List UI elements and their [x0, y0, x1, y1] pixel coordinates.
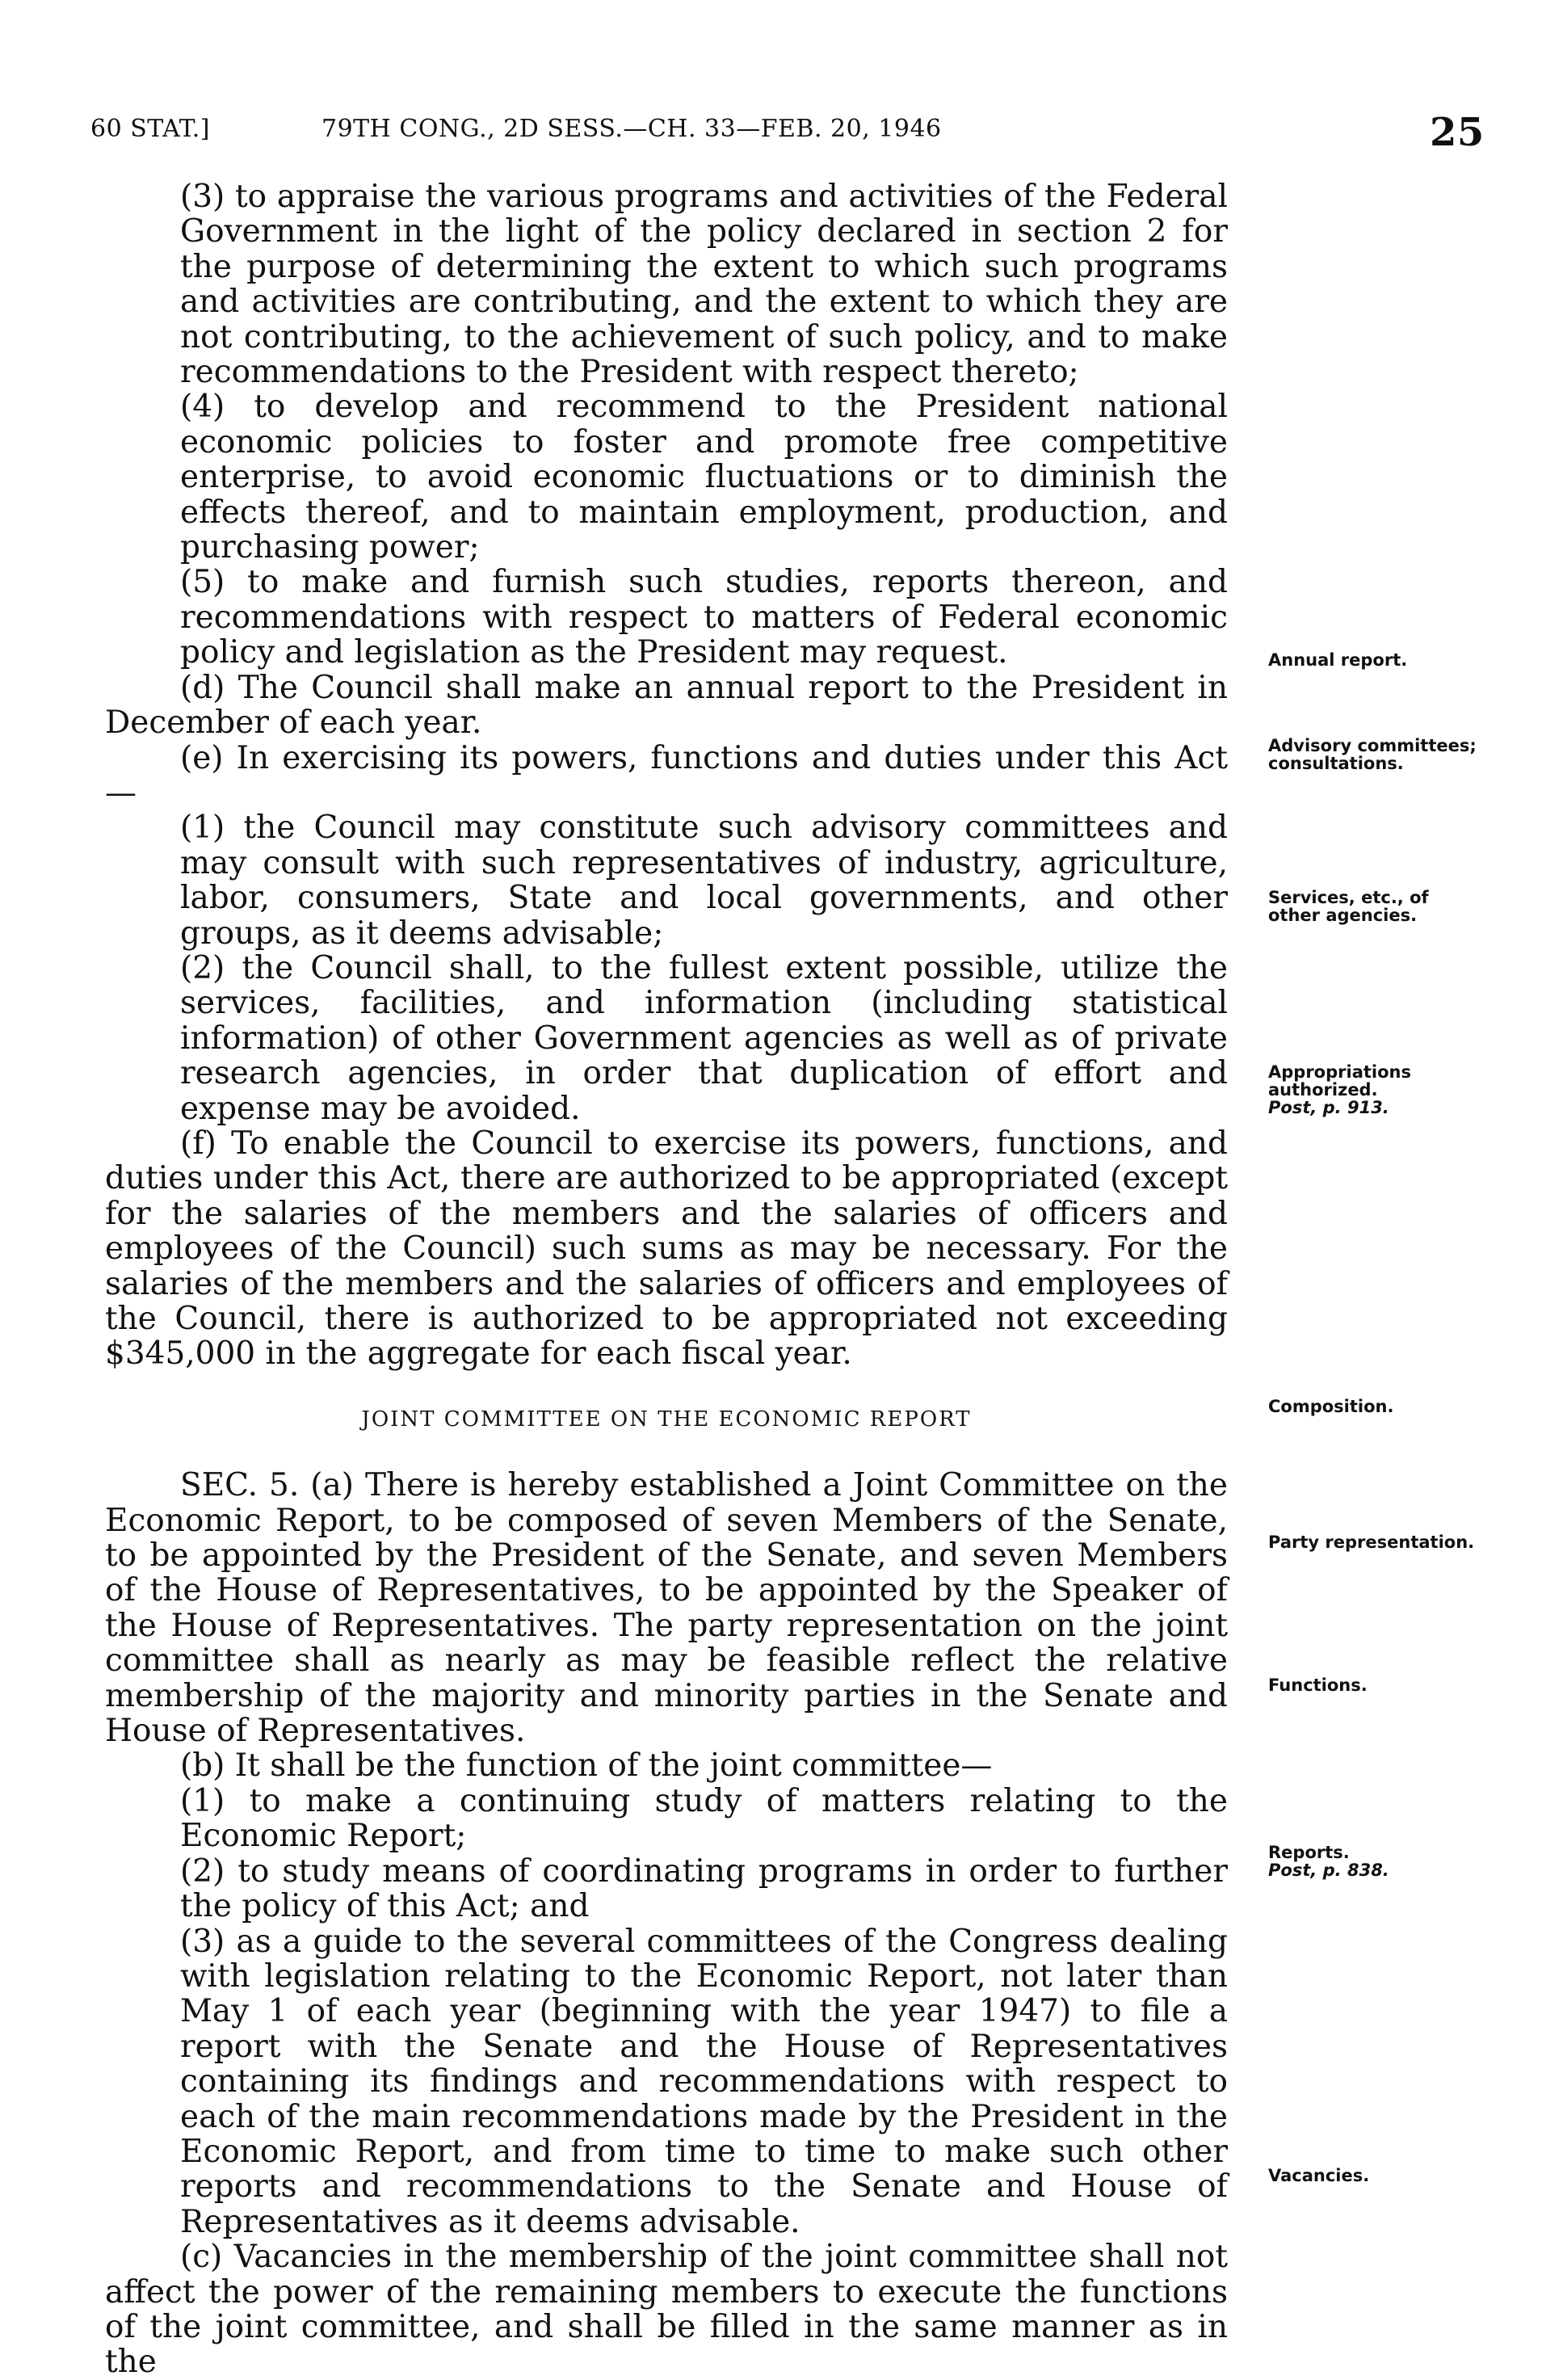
margin-note-reports: Reports. Post, p. 838. — [1268, 1844, 1478, 1879]
header-statute-ref: 60 STAT.] — [90, 115, 210, 143]
margin-note-vacancies: Vacancies. — [1268, 2166, 1370, 2185]
paragraph-sec5-a: SEC. 5. (a) There is hereby established a Joint Committee on the Economic Report, to be composed of seven Members of the Senate, to be appointed by the President of the Senate, and seven Members of the House of Representatives, to be appointed by the Speaker of the House of Representatives. The party representation on the joint committee shall as nearly as may be feasible reflect the relative membership of the majority and minority parties in the Senate and House of Representatives. — [105, 1467, 1228, 1750]
paragraph-d: (d) The Council shall make an annual report to the President in December of each year. — [105, 669, 1228, 742]
paragraph-e2: (2) the Council shall, to the fullest extent possible, utilize the services, facilities, and information (including statistical information) of other Government agencies as well as of private research agencies, in order that duplication of effort and expense may be avoided. — [180, 949, 1228, 1127]
paragraph-c5: (5) to make and furnish such studies, reports thereon, and recommendations with respect to matters of Federal economic policy and legislation as the President may request. — [180, 564, 1228, 671]
margin-note-reports-ref: Post, p. 838. — [1268, 1861, 1389, 1880]
margin-note-annual-report: Annual report. — [1268, 650, 1408, 670]
paragraph-sec5-b1: (1) to make a continuing study of matters relating to the Economic Report; — [180, 1782, 1228, 1855]
margin-note-functions: Functions. — [1268, 1676, 1368, 1695]
main-text — [105, 179, 1228, 2380]
section-heading: JOINT COMMITTEE ON THE ECONOMIC REPORT — [361, 1407, 972, 1432]
margin-note-appropriations-ref: Post, p. 913. — [1268, 1098, 1389, 1117]
margin-note-appropriations: Appropriations authorized. Post, p. 913. — [1268, 1063, 1478, 1116]
header-congress-info: 79TH CONG., 2D SESS.—CH. 33—FEB. 20, 1946 — [321, 115, 942, 143]
paragraph-e1: (1) the Council may constitute such advisory committees and may consult with such representatives of industry, agriculture, labor, consumers, State and local governments, and other groups, as it deems advisable; — [180, 809, 1228, 952]
margin-note-composition: Composition. — [1268, 1397, 1394, 1416]
paragraph-c3: (3) to appraise the various programs and activities of the Federal Government in the light of the policy declared in section 2 for the purpose of determining the extent to which such programs and activities are contributing, and the extent to which they are not contributing, to the achievement of such policy, and to make recommendations to the President with respect thereto; — [180, 179, 1228, 391]
paragraph-sec5-b2: (2) to study means of coordinating programs in order to further the policy of this Act; and — [180, 1852, 1228, 1925]
paragraph-f: (f) To enable the Council to exercise its powers, functions, and duties under this Act, there are authorized to be appropriated (except for the salaries of the members and the salaries of officers and employees of the Council) such sums as may be necessary. For the salaries of the members and the salaries of officers and employees of the Council, there is authorized to be appropriated not exceeding $345,000 in the aggregate for each fiscal year. — [105, 1125, 1228, 1373]
paragraph-sec5-c: (c) Vacancies in the membership of the joint committee shall not affect the power of the remaining members to execute the functions of the joint committee, and shall be filled in the same manner as in the — [105, 2239, 1228, 2380]
paragraph-e: (e) In exercising its powers, functions and duties under this Act— — [105, 739, 1228, 811]
paragraph-sec5-b3: (3) as a guide to the several committees of the Congress dealing with legislation relating to the Economic Report, not later than May 1 of each year (beginning with the year 1947) to file a report with the Senate and the House of Representatives containing its findings and recommendations with respect to each of the main recommendations made by the President in the Economic Report, and from time to time to make such other reports and recommendations to the Senate and House of Representatives as it deems advisable. — [180, 1923, 1228, 2240]
paragraph-sec5-b: (b) It shall be the function of the joint committee— — [180, 1747, 993, 1785]
page-number: 25 — [1430, 110, 1485, 155]
margin-note-services-of-other-agencies: Services, etc., of other agencies. — [1268, 888, 1429, 925]
paragraph-c4: (4) to develop and recommend to the President national economic policies to foster and promote free competitive enterprise, to avoid economic fluctuations or to diminish the effects thereof, and to maintain employment, production, and purchasing power; — [180, 389, 1228, 566]
margin-note-party-representation: Party representation. — [1268, 1533, 1475, 1552]
margin-note-advisory-committees: Advisory committees; consultations. — [1268, 736, 1477, 773]
